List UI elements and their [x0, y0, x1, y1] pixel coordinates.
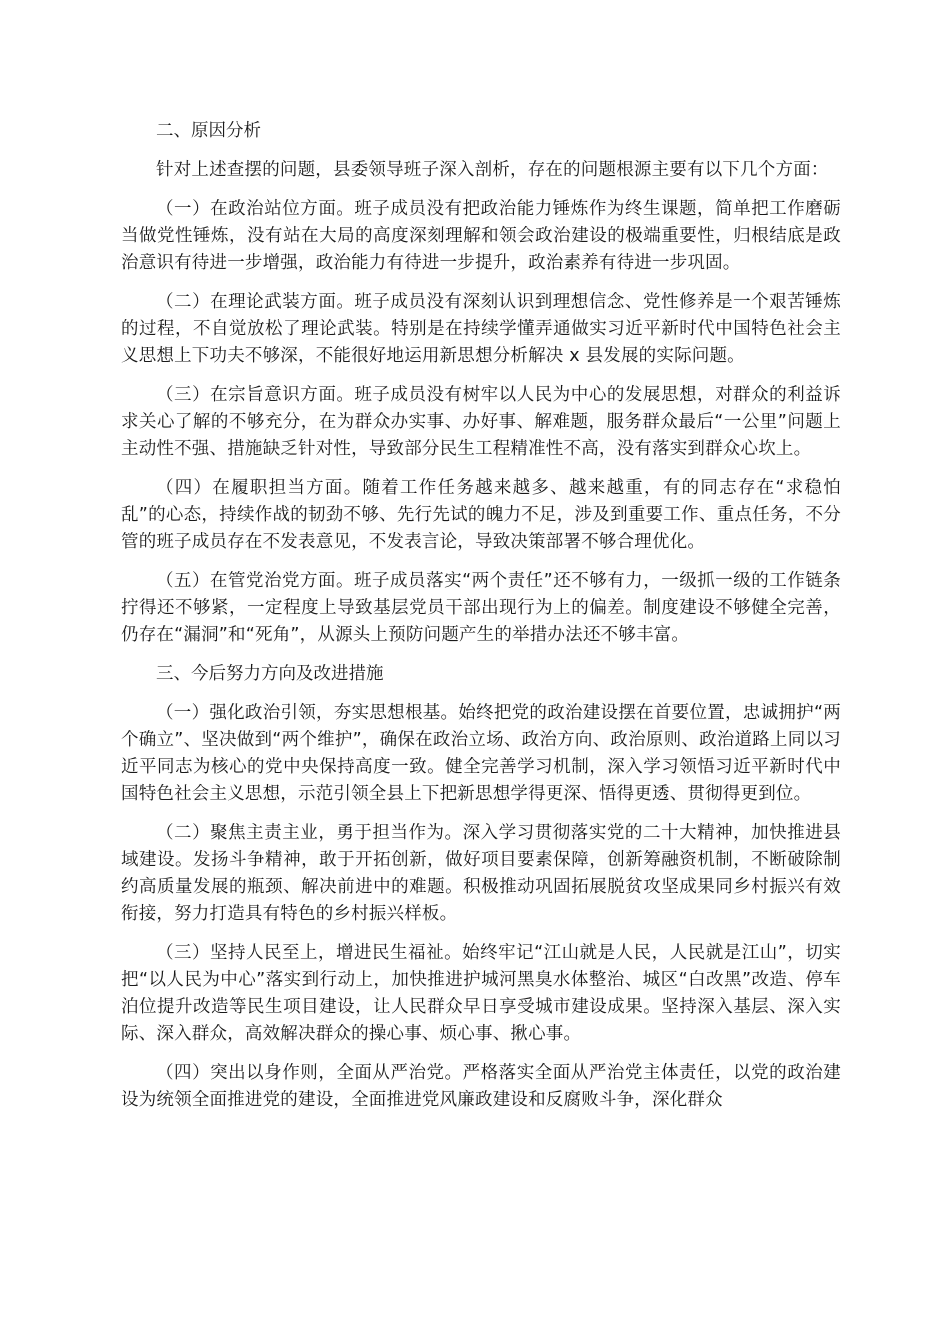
- cause-paragraph-political-stance: （一）在政治站位方面。班子成员没有把政治能力锤炼作为终生课题，简单把工作磨砺当做党性锤炼，没有站在大局的高度深刻理解和领会政治建设的极端重要性，归根结底是政治意识有待进一步增强，政治能力有待进一步提升，政治素养有待进一步巩固。: [121, 199, 841, 273]
- section-heading-improvement: 三、今后努力方向及改进措施: [156, 664, 384, 684]
- section-heading-cause-analysis: 二、原因分析: [156, 121, 261, 141]
- measure-paragraph-people-first: （三）坚持人民至上，增进民生福祉。始终牢记“江山就是人民，人民就是江山”，切实把“以人民为中心”落实到行动上，加快推进护城河黑臭水体整治、城区“白改黑”改造、停车泊位提升改造等民生项目建设，让人民群众早日享受城市建设成果。坚持深入基层、深入实际、深入群众，高效解决群众的操心事、烦心事、揪心事。: [121, 943, 841, 1044]
- measure-paragraph-main-duties: （二）聚焦主责主业，勇于担当作为。深入学习贯彻落实党的二十大精神，加快推进县域建设。发扬斗争精神，敢于开拓创新，做好项目要素保障，创新筹融资机制，不断破除制约高质量发展的瓶颈、解决前进中的难题。积极推动巩固拓展脱贫攻坚成果同乡村振兴有效衔接，努力打造具有特色的乡村振兴样板。: [121, 823, 841, 924]
- cause-paragraph-responsibility: （四）在履职担当方面。随着工作任务越来越多、越来越重，有的同志存在“求稳怕乱”的心态，持续作战的韧劲不够、先行先试的魄力不足，涉及到重要工作、重点任务，不分管的班子成员存在不发表意见，不发表言论，导致决策部署不够合理优化。: [121, 478, 841, 552]
- document-page: [121, 118, 841, 1126]
- cause-paragraph-theory: （二）在理论武装方面。班子成员没有深刻认识到理想信念、党性修养是一个艰苦锤炼的过程，不自觉放松了理论武装。特别是在持续学懂弄通做实习近平新时代中国特色社会主义思想上下功夫不够深，不能很好地运用新思想分析解决 x 县发展的实际问题。: [121, 292, 841, 366]
- cause-paragraph-party-management: （五）在管党治党方面。班子成员落实“两个责任”还不够有力，一级抓一级的工作链条拧得还不够紧，一定程度上导致基层党员干部出现行为上的偏差。制度建设不够健全完善，仍存在“漏洞”和“死角”，从源头上预防问题产生的举措办法还不够丰富。: [121, 571, 841, 645]
- measure-paragraph-political-leadership: （一）强化政治引领，夯实思想根基。始终把党的政治建设摆在首要位置，忠诚拥护“两个确立”、坚决做到“两个维护”，确保在政治立场、政治方向、政治原则、政治道路上同以习近平同志为核心的党中央保持高度一致。健全完善学习机制，深入学习领悟习近平新时代中国特色社会主义思想，示范引领全县上下把新思想学得更深、悟得更透、贯彻得更到位。: [121, 703, 841, 804]
- cause-paragraph-purpose: （三）在宗旨意识方面。班子成员没有树牢以人民为中心的发展思想，对群众的利益诉求关心了解的不够充分，在为群众办实事、办好事、解难题，服务群众最后“一公里”问题上主动性不强、措施缺乏针对性，导致部分民生工程精准性不高，没有落实到群众心坎上。: [121, 385, 841, 459]
- intro-paragraph: 针对上述查摆的问题，县委领导班子深入剖析，存在的问题根源主要有以下几个方面：: [156, 160, 829, 180]
- measure-paragraph-strict-governance: （四）突出以身作则，全面从严治党。严格落实全面从严治党主体责任，以党的政治建设为统领全面推进党的建设，全面推进党风廉政建设和反腐败斗争，深化群众: [121, 1063, 841, 1110]
